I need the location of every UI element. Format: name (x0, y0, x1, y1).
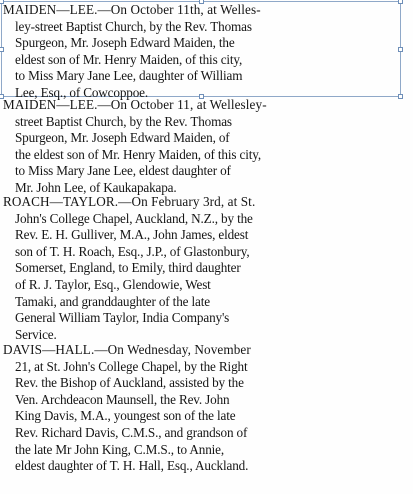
notice-line: eldest son of Mr. Henry Maiden, of this city, (15, 51, 243, 67)
notice-line: 21, at St. John's College Chapel, by the Right (15, 358, 248, 374)
marriage-notice (3, 342, 407, 475)
notice-line: eldest daughter of T. H. Hall, Esq., Auckland. (15, 458, 249, 474)
notice-line: King Davis, M.A., youngest son of the late (15, 408, 236, 424)
notice-line: Mr. John Lee, of Kaukapakapa. (15, 179, 177, 195)
notice-line: the late Mr John King, C.M.S., to Annie, (15, 441, 225, 457)
notice-line: to Miss Mary Jane Lee, eldest daughter of (15, 163, 231, 179)
notice-line: ley-street Baptist Church, by the Rev. Thomas (15, 18, 252, 34)
marriage-notice (3, 2, 407, 102)
notice-line: street Baptist Church, by the Rev. Thomas (15, 113, 232, 129)
notice-line: Tamaki, and granddaughter of the late (15, 293, 210, 309)
notice-line: Ven. Archdeacon Maunsell, the Rev. John (15, 391, 230, 407)
notice-line: the eldest son of Mr. Henry Maiden, of this city, (15, 146, 261, 162)
notice-line: John's College Chapel, Auckland, N.Z., by the (15, 210, 253, 226)
notice-line: Lee, Esq., of Cowcoppoe. (15, 84, 149, 100)
notice-line: ROACH—TAYLOR.—On February 3rd, at St. (3, 194, 256, 209)
notice-line: son of T. H. Roach, Esq., J.P., of Glastonbury, (15, 243, 250, 259)
notice-line: Somerset, England, to Emily, third daughter (15, 260, 241, 276)
notice-line: General William Taylor, India Company's (15, 310, 230, 326)
notice-line: MAIDEN—LEE.—On October 11th, at Welles- (3, 2, 261, 17)
marriage-notice (3, 194, 407, 343)
notice-line: to Miss Mary Jane Lee, daughter of William (15, 68, 243, 84)
notice-line: Spurgeon, Mr. Joseph Edward Maiden, the (15, 35, 235, 51)
notice-line: DAVIS—HALL.—On Wednesday, November (3, 342, 251, 357)
marriage-notice (3, 97, 407, 197)
notice-line: Rev. the Bishop of Auckland, assisted by the (15, 375, 244, 391)
notice-line: Rev. E. H. Gulliver, M.A., John James, eldest (15, 227, 249, 243)
notice-line: Service. (15, 326, 57, 342)
notice-line: MAIDEN—LEE.—On October 11, at Wellesley- (3, 97, 267, 112)
notice-line: of R. J. Taylor, Esq., Glendowie, West (15, 276, 211, 292)
notice-line: Rev. Richard Davis, C.M.S., and grandson of (15, 424, 248, 440)
notice-line: Spurgeon, Mr. Joseph Edward Maiden, of (15, 130, 230, 146)
